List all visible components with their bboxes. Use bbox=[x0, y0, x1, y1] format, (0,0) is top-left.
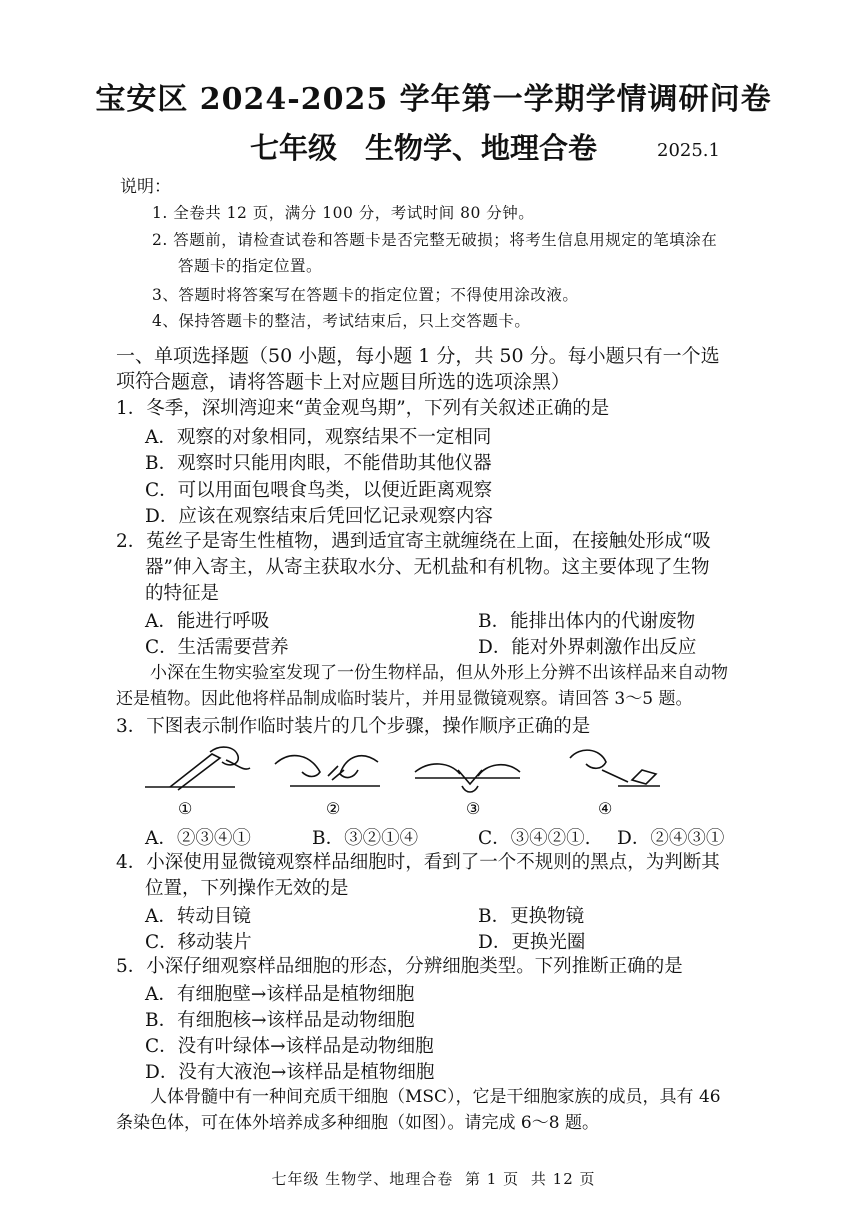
question-2-option-a: A．能进行呼吸 bbox=[145, 611, 270, 632]
step-label-1: ① bbox=[178, 799, 193, 818]
section-heading-line2: 合题意，请将答题卡上对应题目所选的选项涂黑） bbox=[152, 371, 571, 393]
question-2-option-c: C．生活需要营养 bbox=[145, 637, 289, 658]
step-label-4: ④ bbox=[598, 799, 613, 818]
page-subtitle bbox=[250, 126, 597, 167]
question-3-stem: 3．下图表示制作临时装片的几个步骤，操作顺序正确的是 bbox=[116, 716, 591, 737]
question-4-option-b: B．更换物镜 bbox=[478, 906, 585, 927]
question-2-option-d: D．能对外界刺激作出反应 bbox=[478, 637, 697, 658]
step-label-3: ③ bbox=[466, 799, 481, 818]
footer-page-number: 第 1 页 bbox=[465, 1170, 520, 1188]
passage-samples: 小深在生物实验室发现了一份生物样品，但从外形上分辨不出该样品来自动物还是植物。因此他将样品制成临时装片，并用显微镜观察。请回答 3～5 题。 bbox=[116, 663, 728, 709]
note-item: 1. 全卷共 12 页，满分 100 分，考试时间 80 分钟。 bbox=[152, 204, 535, 222]
step-4-drawing bbox=[570, 750, 660, 786]
page-footer bbox=[0, 1168, 867, 1189]
note-item: 3、答题时将答案写在答题卡的指定位置；不得使用涂改液。 bbox=[152, 286, 579, 304]
question-3-option-a: A．②③④① bbox=[145, 828, 251, 849]
question-1-option-b: B．观察时只能用肉眼，不能借助其他仪器 bbox=[145, 453, 492, 474]
question-2-stem-line1: 2．菟丝子是寄生性植物，遇到适宜寄主就缠绕在上面，在接触处形成“吸 bbox=[116, 531, 711, 552]
question-1-option-a: A．观察的对象相同，观察结果不一定相同 bbox=[145, 427, 492, 448]
step-1-drawing bbox=[145, 747, 250, 790]
step-label-2: ② bbox=[326, 799, 341, 818]
question-2-option-b: B．能排出体内的代谢废物 bbox=[478, 611, 696, 632]
note-item: 2. 答题前，请检查试卷和答题卡是否完整无破损；将考生信息用规定的笔填涂在 bbox=[152, 231, 718, 249]
note-item: 答题卡的指定位置。 bbox=[178, 257, 323, 275]
question-1-option-d: D．应该在观察结束后凭回忆记录观察内容 bbox=[145, 506, 493, 527]
passage-msc: 人体骨髓中有一种间充质干细胞（MSC），它是干细胞家族的成员，具有 46 条染色体，可在体外培养成多种细胞（如图）。请完成 6～8 题。 bbox=[116, 1087, 721, 1133]
question-3-option-d: D．②④③① bbox=[617, 828, 725, 849]
page-title: 宝安区 2024-2025 学年第一学期学情调研问卷 bbox=[95, 82, 772, 117]
question-1-stem: 1．冬季，深圳湾迎来“黄金观鸟期”，下列有关叙述正确的是 bbox=[116, 398, 610, 419]
question-5-option-d: D．没有大液泡→该样品是植物细胞 bbox=[145, 1062, 435, 1083]
footer-page-total: 共 12 页 bbox=[530, 1170, 596, 1188]
step-3-drawing bbox=[415, 764, 520, 792]
footer-subject: 七年级 生物学、地理合卷 bbox=[271, 1170, 454, 1188]
question-1-option-c: C．可以用面包喂食鸟类，以便近距离观察 bbox=[145, 480, 493, 501]
question-3-option-b: B．③②①④ bbox=[312, 828, 419, 849]
question-5-option-a: A．有细胞壁→该样品是植物细胞 bbox=[145, 984, 415, 1005]
question-2-stem-line2: 器”伸入寄主，从寄主获取水分、无机盐和有机物。这主要体现了生物 bbox=[145, 557, 710, 578]
question-4-stem-line2: 位置，下列操作无效的是 bbox=[145, 878, 349, 899]
subtitle-subject: 生物学、地理合卷 bbox=[365, 131, 598, 165]
step-2-drawing bbox=[275, 756, 380, 786]
question-5-option-b: B．有细胞核→该样品是动物细胞 bbox=[145, 1010, 415, 1031]
question-4-option-a: A．转动目镜 bbox=[145, 906, 251, 927]
question-2-stem-line3: 的特征是 bbox=[145, 583, 220, 604]
question-4-stem-line1: 4．小深使用显微镜观察样品细胞时，看到了一个不规则的黑点，为判断其 bbox=[116, 852, 720, 873]
question-5-stem: 5．小深仔细观察样品细胞的形态，分辨细胞类型。下列推断正确的是 bbox=[116, 956, 683, 977]
slide-steps-figure bbox=[140, 742, 660, 822]
question-3-option-c: C．③④②①. bbox=[478, 828, 591, 849]
question-4-option-c: C．移动装片 bbox=[145, 932, 252, 953]
note-item: 4、保持答题卡的整洁，考试结束后，只上交答题卡。 bbox=[152, 312, 531, 330]
exam-date: 2025.1 bbox=[657, 140, 720, 161]
subtitle-grade: 七年级 bbox=[250, 131, 338, 165]
notes-heading: 说明： bbox=[120, 177, 171, 197]
question-5-option-c: C．没有叶绿体→该样品是动物细胞 bbox=[145, 1036, 434, 1057]
question-4-option-d: D．更换光圈 bbox=[478, 932, 586, 953]
section-heading-line1: 一、单项选择题（50 小题，每小题 1 分，共 50 分。每小题只有一个选项符 bbox=[116, 345, 720, 392]
